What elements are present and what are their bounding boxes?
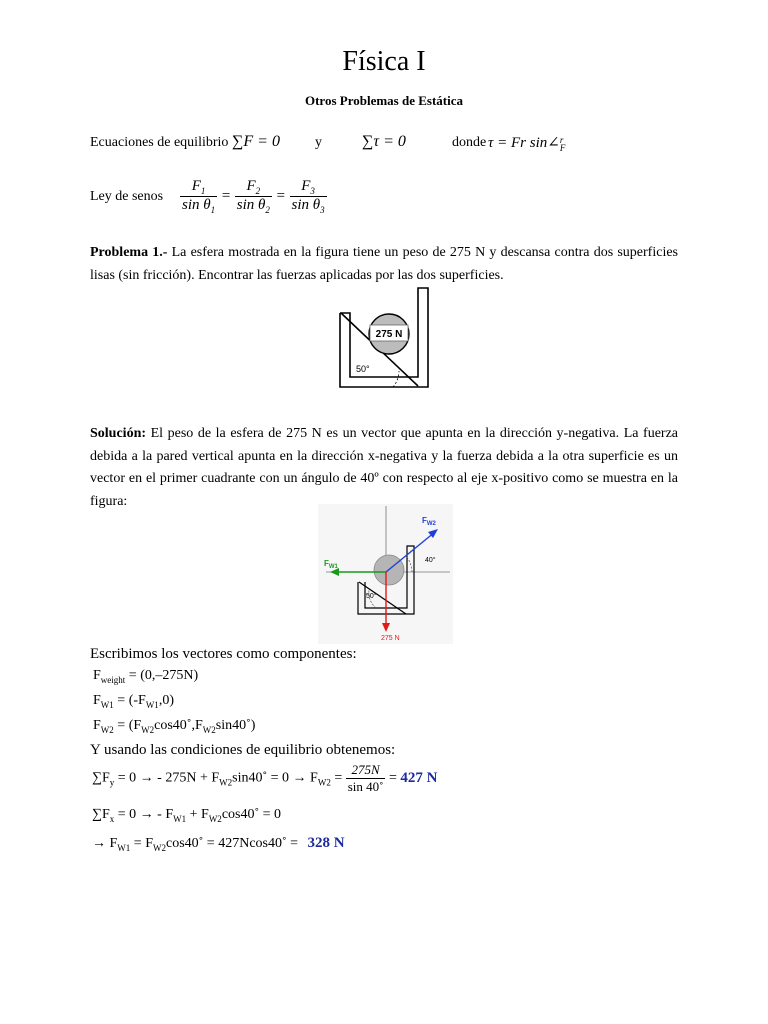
law-of-sines-equation: $\frac{F_1}{\sin \theta_1}$ = $\frac{F_2}{\sin \theta_2}$ = $\frac{F_3}{\sin \theta_3}$ xyxy=(182,178,325,215)
conjunction-y: y xyxy=(315,135,322,150)
law-of-sines-label: Ley de senos xyxy=(90,189,164,204)
figure-2-free-body-diagram xyxy=(318,504,453,644)
weight-vector-equation: $F_{weight} = (0,-275N)$ xyxy=(93,668,199,685)
solution-text: El peso de la esfera de 275 N es un vector que apunta en la dirección y-negativa. La fuerza debida a la pared vertical apunta en la dirección x-negativa y la fuerza debida a la otra superficie es un vector en el primer cuadrante con un ángulo de 40º con respecto al eje x-positivo como se muestra en la figura: xyxy=(90,426,679,509)
fx-equation: $\sum F_x = 0$ → - $F_{W1}$ + $F_{W2}\cos 40˚ = 0$ xyxy=(92,807,282,824)
figure-2-fw1-label: $F_{W1}$ xyxy=(324,559,338,570)
figure-2-angle-50: 50° xyxy=(366,593,377,600)
solution-heading: Solución: xyxy=(90,426,147,441)
problem-1-paragraph xyxy=(90,242,678,287)
equilibrium-label: Ecuaciones de equilibrio xyxy=(90,135,229,150)
fw2-vector-equation: $F_{W2}$ = $(F_{W2}\cos 40˚,F_{W2}\sin 40˚)$ xyxy=(93,718,256,735)
donde-label: donde xyxy=(452,135,487,150)
figure-2-weight-label: 275 N xyxy=(381,635,400,642)
figure-1-angle-label: 50° xyxy=(356,364,370,374)
sum-force-equation: ∑F = 0 xyxy=(232,133,280,150)
fw1-vector-equation: $F_{W1} = (-F_{W1},0)$ xyxy=(93,693,174,710)
problem-1-heading: Problema 1.- xyxy=(90,245,168,260)
problem-1-text: La esfera mostrada en la figura tiene un peso de 275 N y descansa contra dos superficies lisas (sin fricción). Encontrar las fuerzas aplicadas por las dos superficies. xyxy=(90,245,678,283)
fw2-result: 427 N xyxy=(400,770,438,786)
figure-2-angle-40: 40° xyxy=(425,557,436,564)
equilibrium-intro: Y usando las condiciones de equilibrio obtenemos: xyxy=(90,742,396,758)
solution-paragraph xyxy=(90,423,678,513)
sum-torque-equation: ∑τ = 0 xyxy=(362,133,406,150)
figure-1-weight-label: 275 N xyxy=(375,329,403,340)
fw1-result: 328 N xyxy=(307,835,345,851)
page-title: Física I xyxy=(342,46,426,77)
figure-1-sphere-in-container xyxy=(330,285,440,390)
page-subtitle: Otros Problemas de Estática xyxy=(304,93,464,108)
fy-equation: $\sum F_y = 0$ → - $275N + F_{W2}\sin 40˚ = 0 \to F_{W2}$ = $\frac{275N}{\sin 40˚}$ = 427 N xyxy=(92,762,438,794)
torque-definition: τ = Fr sin∠ r F xyxy=(488,134,566,153)
components-intro: Escribimos los vectores como componentes: xyxy=(90,646,357,662)
figure-2-fw2-label: $F_{W2}$ xyxy=(422,516,436,527)
fw1-equation: → $F_{W1}$ = $F_{W2}\cos 40˚$ = 427Ncos40˚ = 328 N xyxy=(92,835,345,853)
